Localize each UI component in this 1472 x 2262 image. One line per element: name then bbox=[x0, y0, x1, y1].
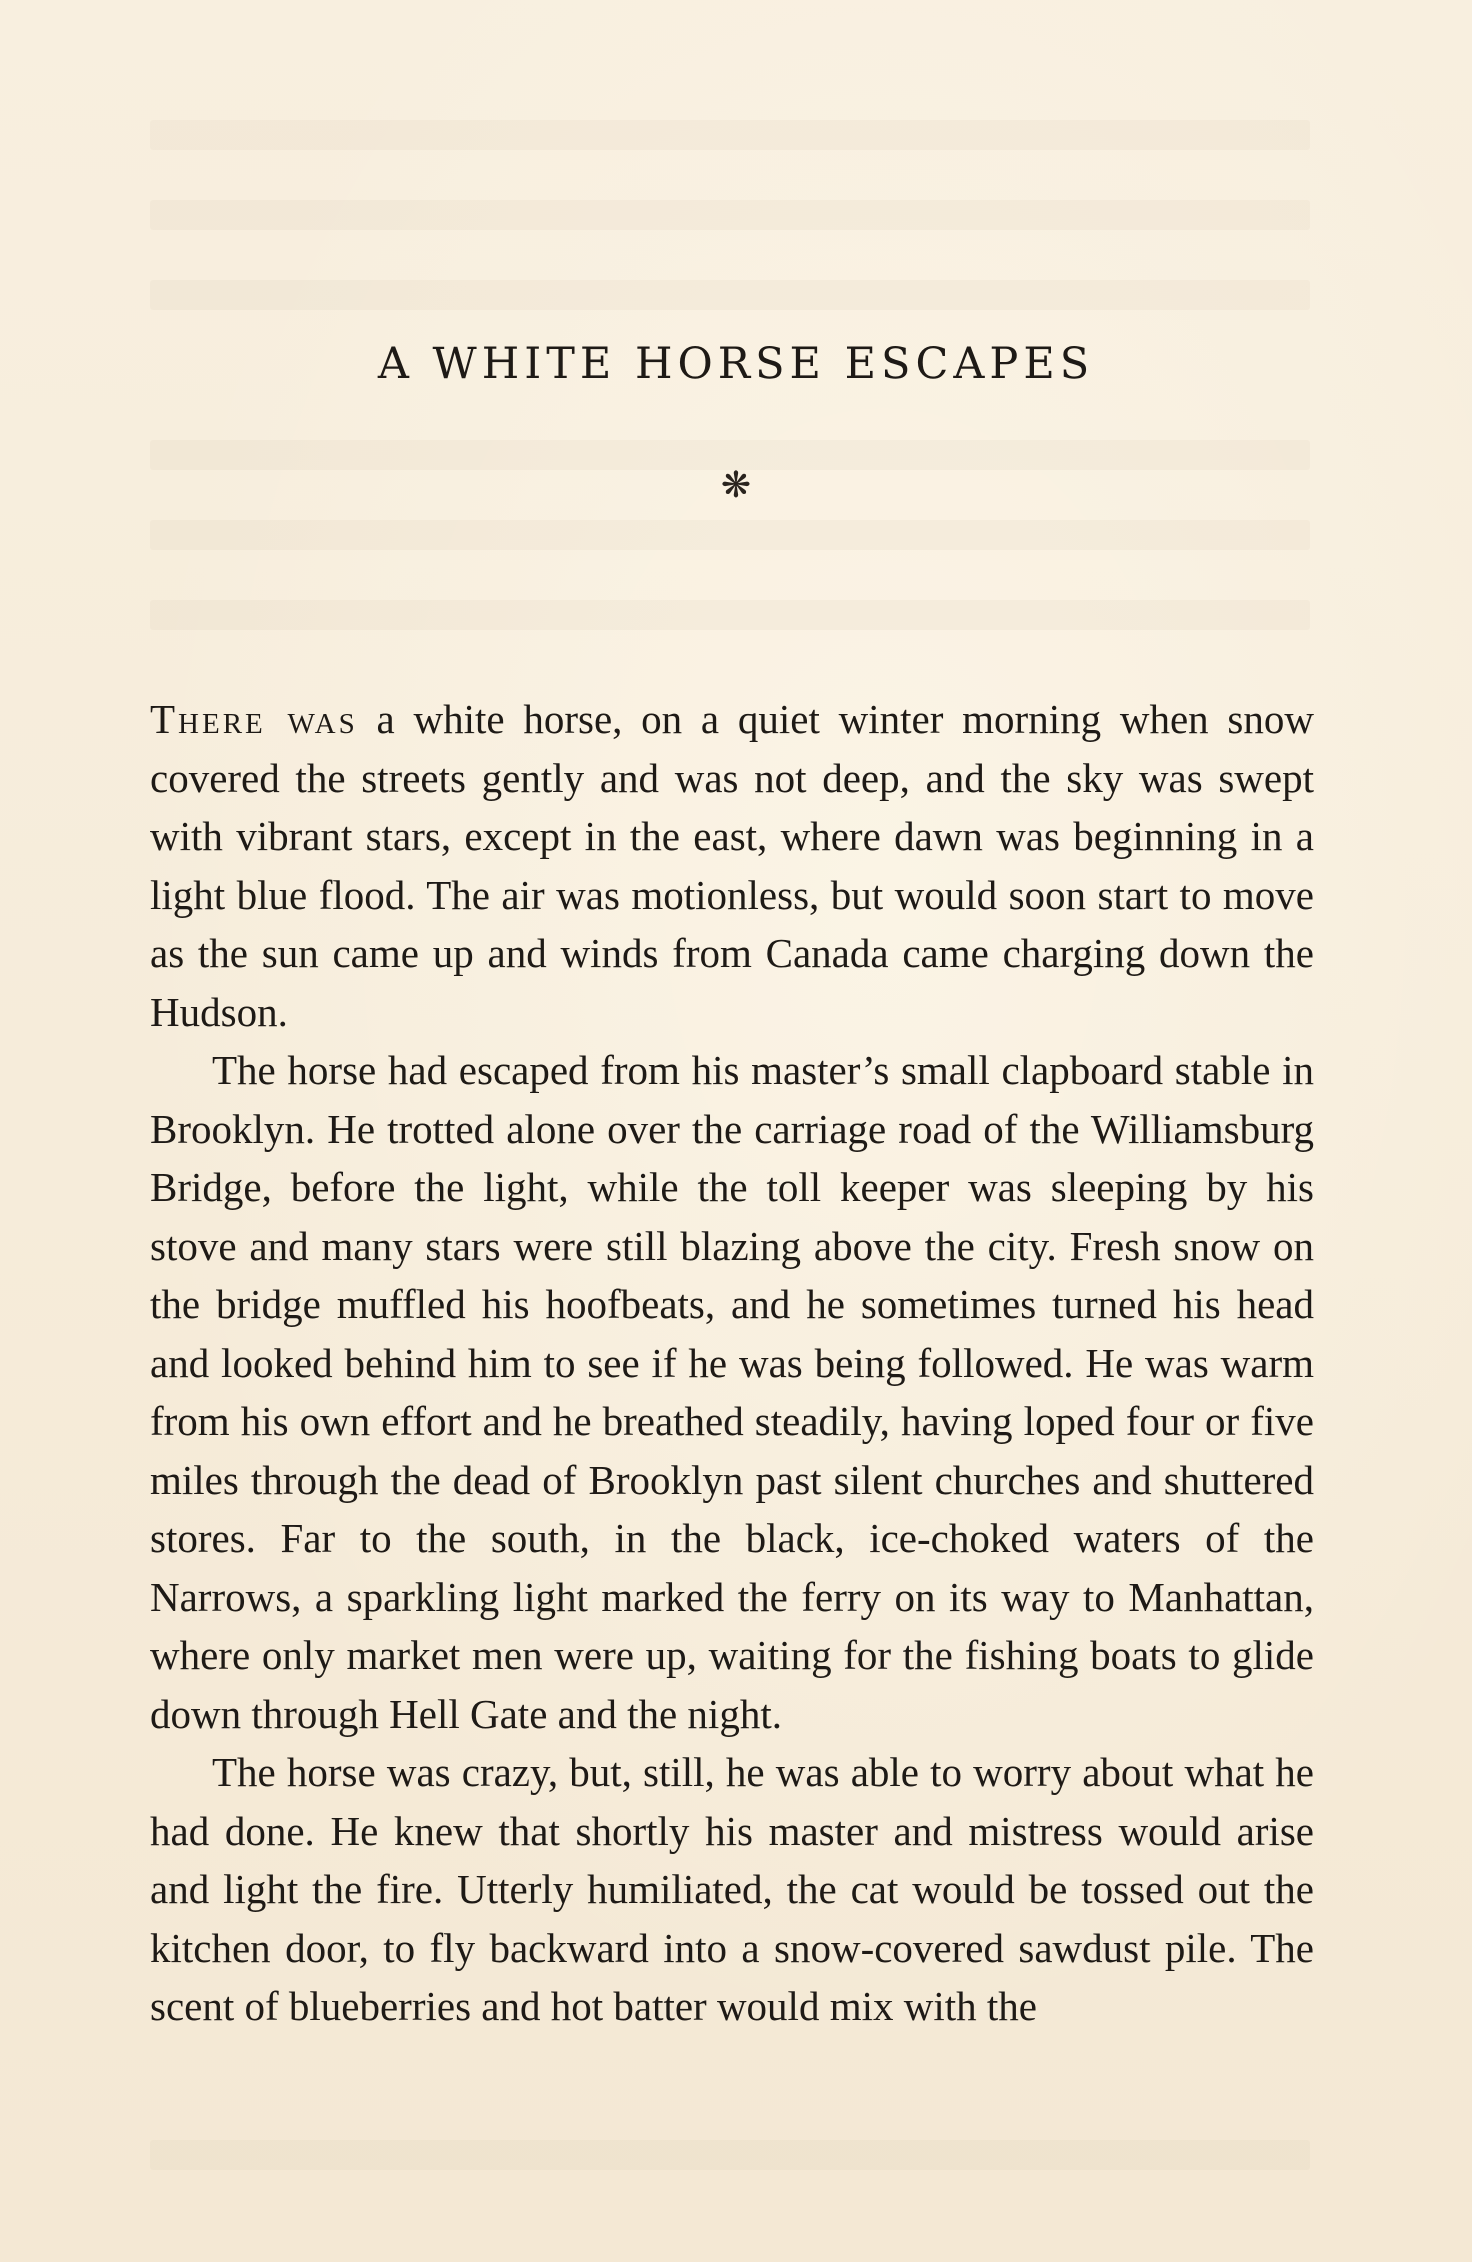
paragraph-text: The horse was crazy, but, still, he was able to worry about what he had done. He knew that shortly his master and mistress would arise and light the fire. Utterly humiliated, the cat would be tossed out the kitchen door, to fly backward into a snow-covered sawdust pile. The scent of blueberries and hot batter would mix with the bbox=[150, 1749, 1314, 2029]
paragraph-text: The horse had escaped from his master’s small clapboard stable in Brooklyn. He trotted alone over the carriage road of the Williamsburg Bridge, before the light, while the toll keeper was sleeping by his stove and many stars were still blazing above the city. Fresh snow on the bridge muffled his hoofbeats, and he sometimes turned his head and looked behind him to see if he was being followed. He was warm from his own effort and he breathed steadily, having loped four or five miles through the dead of Brooklyn past silent churches and shuttered stores. Far to the south, in the black, ice-choked waters of the Narrows, a sparkling light marked the ferry on its way to Manhattan, where only market men were up, waiting for the fishing boats to glide down through Hell Gate and the night. bbox=[150, 1047, 1314, 1737]
show-through-line bbox=[150, 280, 1310, 310]
show-through-line bbox=[150, 600, 1310, 630]
show-through-line bbox=[150, 120, 1310, 150]
chapter-title: A WHITE HORSE ESCAPES bbox=[377, 339, 1095, 389]
show-through-line bbox=[150, 2140, 1310, 2170]
lead-in-small-caps: There was bbox=[150, 696, 358, 742]
paragraph-1 bbox=[150, 690, 1314, 1041]
chapter-body bbox=[150, 690, 1314, 2036]
paragraph-2 bbox=[150, 1041, 1314, 1743]
snowflake-ornament-icon: ❋ bbox=[720, 465, 752, 506]
paragraph-3 bbox=[150, 1743, 1314, 2036]
paragraph-text: a white horse, on a quiet winter morning when snow covered the streets gently and was not deep, and the sky was swept with vibrant stars, except in the east, where dawn was beginning in a light blue flood. The air was motionless, but would soon start to move as the sun came up and winds from Canada came charging down the Hudson. bbox=[150, 696, 1314, 1035]
show-through-line bbox=[150, 520, 1310, 550]
show-through-line bbox=[150, 200, 1310, 230]
